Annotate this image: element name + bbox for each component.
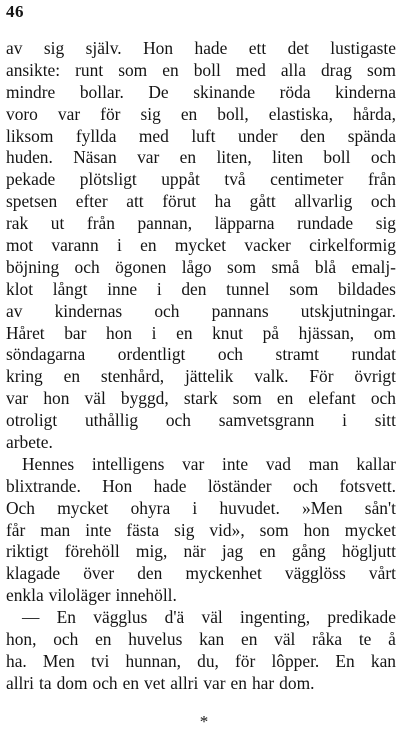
text-line: klagade över den myckenhet vägglöss vårt	[6, 563, 396, 584]
text-line: otroligt uthållig och samvetsgrann i sitt	[6, 410, 396, 431]
text-line: mindre bollar. De skinande röda kinderna	[6, 81, 396, 102]
paragraph	[6, 454, 396, 607]
text-line: allri ta dom och en vet allri var en har dom.	[6, 672, 315, 693]
text-line: hon, och en huvelus kan en väl råka te å	[6, 629, 396, 650]
text-line: Håret bar hon i en knut på hjässan, om	[6, 322, 396, 343]
body-text	[6, 38, 396, 695]
text-line: klot långt inne i den tunnel som bildades	[6, 278, 396, 299]
text-line: pekade plötsligt uppåt två centimeter från	[6, 169, 396, 190]
text-line: spetsen efter att förut ha gått allvarlig och	[6, 191, 396, 212]
text-line: får man inte fästa sig vid», som hon mycket	[6, 519, 396, 540]
text-line: — En vägglus d'ä väl ingenting, predikade	[22, 607, 396, 628]
text-line: huden. Näsan var en liten, liten boll och	[6, 147, 396, 168]
section-break: *	[199, 712, 209, 731]
paragraph	[6, 38, 396, 454]
text-line: ha. Men tvi hunnan, du, för lôpper. En kan	[6, 650, 396, 671]
text-line: riktigt förehöll mig, när jag en gång högljutt	[6, 541, 396, 562]
text-line: var hon väl byggd, stark som en elefant och	[6, 388, 396, 409]
paragraph	[6, 607, 396, 695]
text-line: mot varann i en mycket vacker cirkelformig	[6, 235, 396, 256]
page-number: 46	[6, 2, 24, 21]
text-line: liksom fyllda med luft under den spända	[6, 125, 396, 146]
text-line: blixtrande. Hon hade löständer och fotsvett.	[6, 475, 396, 496]
text-line: rak ut från pannan, läpparna rundade sig	[6, 213, 396, 234]
text-line: av kindernas och pannans utskjutningar.	[6, 300, 396, 321]
text-line: enkla viloläger innehöll.	[6, 585, 177, 606]
text-line: söndagarna ordentligt och stramt rundat	[6, 344, 396, 365]
text-line: ansikte: runt som en boll med alla drag som	[6, 59, 396, 80]
text-line: arbete.	[6, 432, 53, 453]
text-line: böjning och ögonen lågo som små blå emalj-	[6, 256, 396, 277]
text-line: av sig själv. Hon hade ett det lustigaste	[6, 38, 396, 58]
text-line: Hennes intelligens var inte vad man kallar	[22, 453, 396, 474]
text-line: voro var för sig en boll, elastiska, hårda,	[6, 103, 396, 124]
text-line: Och mycket ohyra i huvudet. »Men sån't	[6, 497, 396, 518]
text-line: kring en stenhård, jättelik valk. För övrigt	[6, 366, 396, 387]
